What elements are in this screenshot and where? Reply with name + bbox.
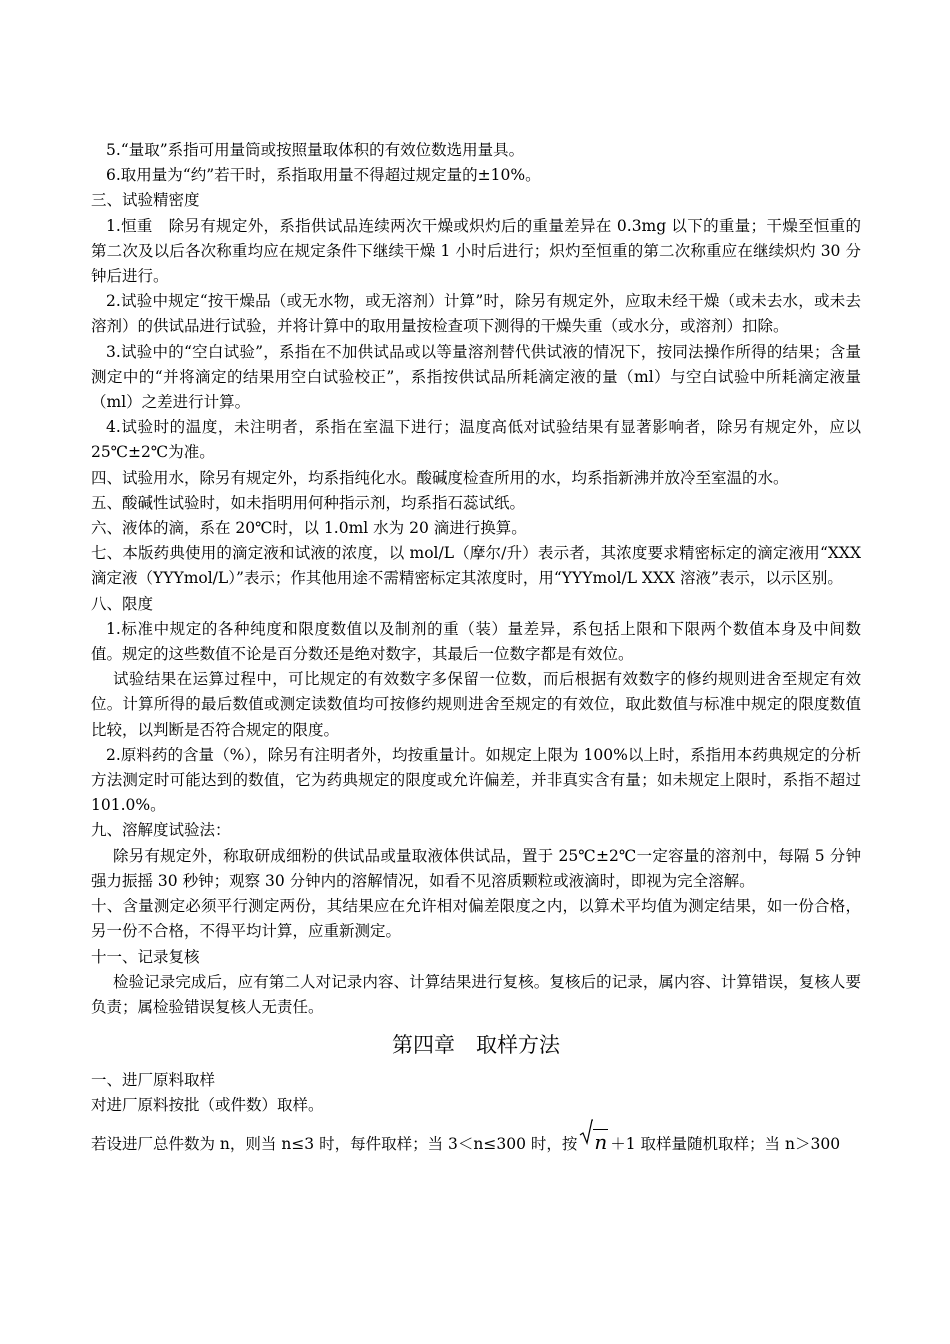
paragraph-list xyxy=(91,138,861,1020)
paragraph: 四、试验用水，除另有规定外，均系指纯化水。酸碱度检查所用的水，均系指新沸并放冷至室温的水。 xyxy=(91,468,789,487)
paragraph: 检验记录完成后，应有第二人对记录内容、计算结果进行复核。复核后的记录，属内容、计算错误，复核人要负责；属检验错误复核人无责任。 xyxy=(91,972,861,1016)
paragraph: 3.试验中的“空白试验”，系指在不加供试品或以等量溶剂替代供试液的情况下，按同法操作所得的结果；含量测定中的“并将滴定的结果用空白试验校正”，系指按供试品所耗滴定液的量（ml）与空白试验中所耗滴定液量（ml）之差进行计算。 xyxy=(91,342,861,412)
formula-text-before: 若设进厂总件数为 n，则当 n≤3 时，每件取样；当 3＜n≤300 时，按 xyxy=(91,1134,578,1153)
document-body xyxy=(91,138,861,1159)
paragraph: 试验结果在运算过程中，可比规定的有效数字多保留一位数，而后根据有效数字的修约规则进舍至规定有效位。计算所得的最后数值或测定读数值均可按修约规则进舍至规定的有效位，取此数值与标准中规定的限度数值比较，以判断是否符合规定的限度。 xyxy=(91,670,861,739)
sqrt-radical-icon xyxy=(579,1119,593,1145)
paragraph: 八、限度 xyxy=(91,594,154,613)
paragraph: 三、试验精密度 xyxy=(91,191,200,210)
paragraph: 6.取用量为“约”若干时，系指取用量不得超过规定量的±10%。 xyxy=(106,166,541,185)
paragraph: 六、液体的滴，系在 20℃时，以 1.0ml 水为 20 滴进行换算。 xyxy=(91,519,527,538)
paragraph: 十、含量测定必须平行测定两份，其结果应在允许相对偏差限度之内，以算术平均值为测定结果，如一份合格，另一份不合格，不得平均计算，应重新测定。 xyxy=(91,897,861,941)
sampling-formula-line xyxy=(91,1127,861,1159)
paragraph: 除另有规定外，称取研成细粉的供试品或量取液体供试品，置于 25℃±2℃一定容量的溶剂中，每隔 5 分钟强力振摇 30 秒钟；观察 30 分钟内的溶解情况，如看不见溶质颗粒或液滴时，即视为完全溶解。 xyxy=(91,846,861,890)
paragraph: 十一、记录复核 xyxy=(91,947,200,966)
paragraph: 五、酸碱性试验时，如未指明用何种指示剂，均系指石蕊试纸。 xyxy=(91,493,526,512)
paragraph: 2.原料药的含量（%），除另有注明者外，均按重量计。如规定上限为 100%以上时，系指用本药典规定的分析方法测定时可能达到的数值，它为药典规定的限度或允许偏差，并非真实含有量；如未规定上限时，系指不超过 101.0%。 xyxy=(91,745,861,815)
section-heading: 一、进厂原料取样 xyxy=(91,1071,216,1090)
paragraph: 1.恒重 除另有规定外，系指供试品连续两次干燥或炽灼后的重量差异在 0.3mg 以下的重量；干燥至恒重的第二次及以后各次称重均应在规定条件下继续干燥 1 小时后进行；炽灼至恒重的第二次称重应在继续炽灼 30 分钟后进行。 xyxy=(91,216,861,286)
sampling-section xyxy=(91,1068,861,1118)
sqrt-variable: n xyxy=(594,1129,608,1154)
paragraph: 4.试验时的温度，未注明者，系指在室温下进行；温度高低对试验结果有显著影响者，除另有规定外，应以 25℃±2℃为准。 xyxy=(91,418,861,462)
sqrt-formula xyxy=(579,1127,608,1159)
formula-text-after: ＋1 取样量随机取样；当 n＞300 xyxy=(610,1134,841,1153)
paragraph: 1.标准中规定的各种纯度和限度数值以及制剂的重（装）量差异，系包括上限和下限两个数值本身及中间数值。规定的这些数值不论是百分数还是绝对数字，其最后一位数字都是有效位。 xyxy=(91,619,861,664)
paragraph: 对进厂原料按批（或件数）取样。 xyxy=(91,1096,324,1115)
paragraph: 2.试验中规定“按干燥品（或无水物，或无溶剂）计算”时，除另有规定外，应取未经干燥（或未去水，或未去溶剂）的供试品进行试验，并将计算中的取用量按检查项下测得的干燥失重（或水分，或溶剂）扣除。 xyxy=(91,292,861,336)
chapter-title: 第四章 取样方法 xyxy=(392,1033,560,1058)
paragraph: 九、溶解度试验法： xyxy=(91,821,231,840)
paragraph: 七、本版药典使用的滴定液和试液的浓度，以 mol/L（摩尔/升）表示者，其浓度要求精密标定的滴定液用“XXX 滴定液（YYYmol/L）”表示；作其他用途不需精密标定其浓度时，用“YYYmol/L XXX 溶液”表示，以示区别。 xyxy=(91,544,861,588)
paragraph: 5.“量取”系指可用量筒或按照量取体积的有效位数选用量具。 xyxy=(106,141,525,159)
